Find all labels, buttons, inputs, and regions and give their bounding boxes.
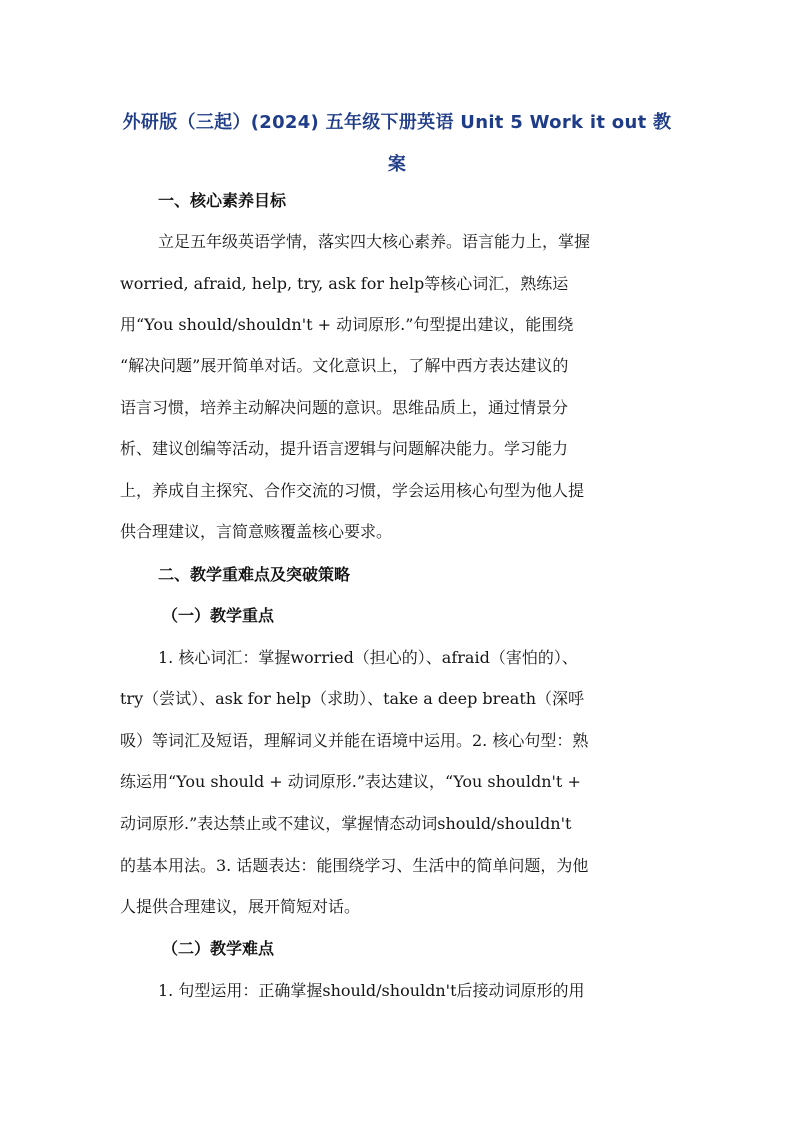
paragraph-line: “解决问题”展开简单对话。文化意识上，了解中西方表达建议的: [120, 356, 569, 375]
paragraph-line: 的基本用法。3. 话题表达：能围绕学习、生活中的简单问题，为他: [120, 856, 589, 875]
document-title-line-2: 案: [387, 154, 407, 175]
paragraph-line: 1. 核心词汇：掌握worried（担心的）、afraid（害怕的）、: [158, 648, 578, 667]
paragraph-line: 供合理建议，言简意赅覆盖核心要求。: [120, 522, 393, 541]
paragraph-line: 语言习惯，培养主动解决问题的意识。思维品质上，通过情景分: [120, 398, 569, 417]
paragraph-line: 吸）等词汇及短语，理解词义并能在语境中运用。2. 核心句型：熟: [120, 731, 589, 750]
paragraph-line: 人提供合理建议，展开简短对话。: [120, 897, 361, 916]
paragraph-line: try（尝试）、ask for help（求助）、take a deep breath（深呼: [120, 689, 585, 708]
paragraph-line: 上，养成自主探究、合作交流的习惯，学会运用核心句型为他人提: [120, 481, 585, 500]
paragraph-line: 用“You should/shouldn't + 动词原形.”句型提出建议，能围绕: [120, 315, 574, 334]
paragraph-line: 练运用“You should + 动词原形.”表达建议，“You shouldn't +: [120, 772, 581, 791]
paragraph-line: 1. 句型运用：正确掌握should/shouldn't后接动词原形的用: [158, 981, 585, 1000]
paragraph-line: 立足五年级英语学情，落实四大核心素养。语言能力上，掌握: [158, 232, 591, 251]
paragraph-line: 动词原形.”表达禁止或不建议，掌握情态动词should/shouldn't: [120, 814, 572, 833]
document-title-line-1: 外研版（三起）(2024) 五年级下册英语 Unit 5 Work it out 教: [122, 112, 672, 133]
subsection-heading-key-points: （一）教学重点: [162, 606, 275, 625]
subsection-heading-difficulties: （二）教学难点: [162, 939, 275, 958]
section-heading-key-difficulties: 二、教学重难点及突破策略: [158, 565, 351, 584]
section-heading-core-goals: 一、核心素养目标: [158, 191, 287, 210]
paragraph-line: 析、建议创编等活动，提升语言逻辑与问题解决能力。学习能力: [120, 439, 569, 458]
paragraph-line: worried, afraid, help, try, ask for help等核心词汇，熟练运: [120, 274, 569, 293]
